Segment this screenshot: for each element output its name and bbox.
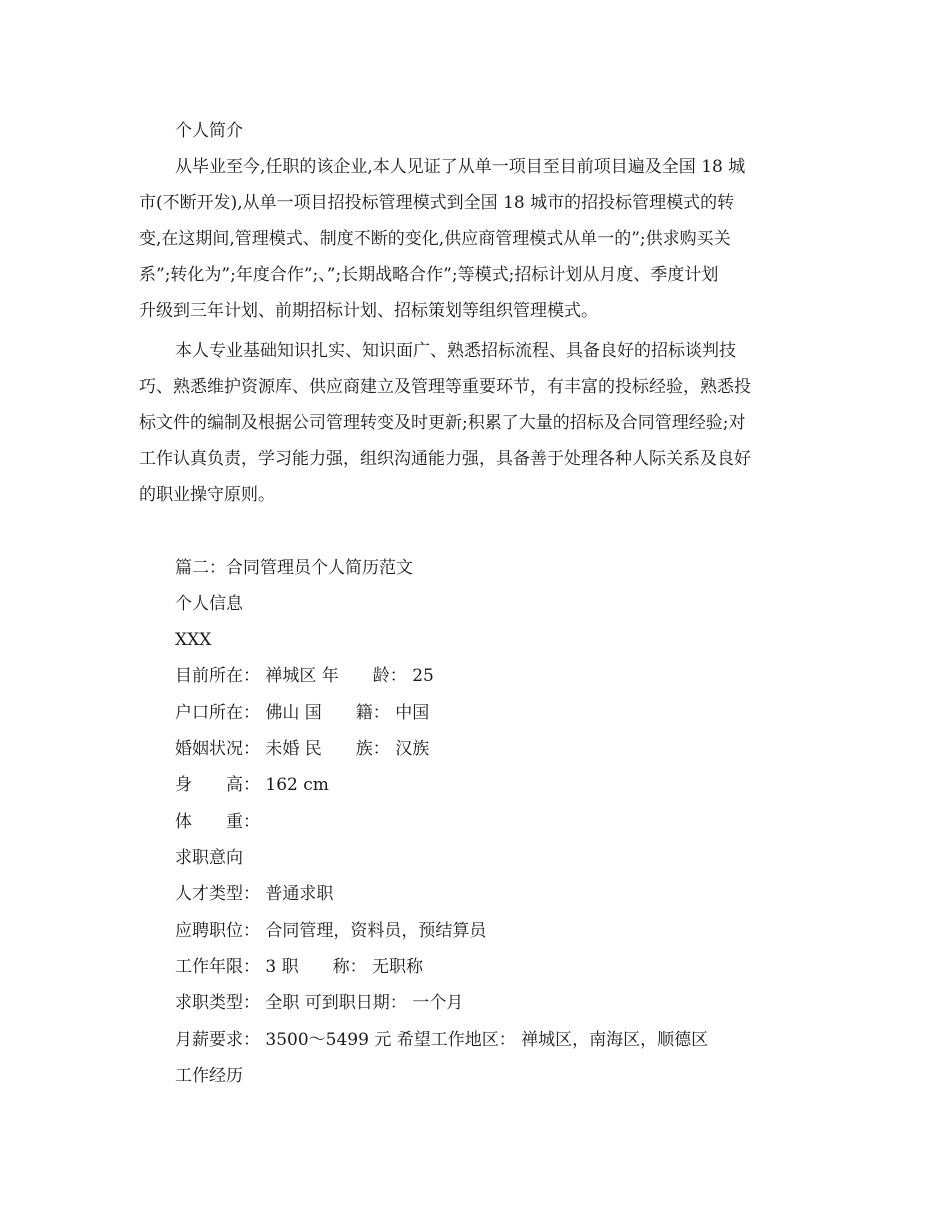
profile-paragraph-1-line-4: 系”;转化为”;年度合作”;、”;长期战略合作”;等模式;招标计划从月度、季度计划 xyxy=(139,265,719,285)
profile-paragraph-2-line-2: 巧、熟悉维护资源库、供应商建立及管理等重要环节，有丰富的投标经验，熟悉投 xyxy=(139,377,751,397)
intent-row-position: 应聘职位： 合同管理，资料员，预结算员 xyxy=(175,921,487,941)
info-row-location-age: 目前所在： 禅城区 年 龄： 25 xyxy=(175,666,434,686)
personal-info-heading: 个人信息 xyxy=(175,594,243,614)
info-row-height: 身 高： 162 cm xyxy=(175,775,329,795)
profile-paragraph-1-line-5: 升级到三年计划、前期招标计划、招标策划等组织管理模式。 xyxy=(139,301,598,321)
intent-row-talent-type: 人才类型： 普通求职 xyxy=(175,884,334,904)
section-title: 篇二：合同管理员个人简历范文 xyxy=(175,558,413,578)
profile-paragraph-1-line-1: 从毕业至今,任职的该企业,本人见证了从单一项目至目前项目遍及全国 18 城 xyxy=(175,157,746,177)
job-intent-heading: 求职意向 xyxy=(175,848,243,868)
profile-paragraph-2-line-1: 本人专业基础知识扎实、知识面广、熟悉招标流程、具备良好的招标谈判技 xyxy=(175,341,736,361)
info-row-weight: 体 重： xyxy=(175,812,260,832)
intent-row-years-title: 工作年限： 3 职 称： 无职称 xyxy=(175,957,424,977)
intent-row-job-type-start: 求职类型： 全职 可到职日期： 一个月 xyxy=(175,993,464,1013)
work-experience-heading: 工作经历 xyxy=(175,1066,243,1086)
info-row-hukou-nationality: 户口所在： 佛山 国 籍： 中国 xyxy=(175,703,430,723)
profile-paragraph-2-line-5: 的职业操守原则。 xyxy=(139,485,275,505)
candidate-name: XXX xyxy=(175,630,212,650)
profile-paragraph-1-line-3: 变,在这期间,管理模式、制度不断的变化,供应商管理模式从单一的”;供求购买关 xyxy=(139,229,731,249)
intent-row-salary-area: 月薪要求： 3500～5499 元 希望工作地区： 禅城区，南海区，顺德区 xyxy=(175,1030,709,1050)
profile-paragraph-1-line-2: 市(不断开发),从单一项目招投标管理模式到全国 18 城市的招投标管理模式的转 xyxy=(139,193,735,213)
info-row-marital-ethnicity: 婚姻状况： 未婚 民 族： 汉族 xyxy=(175,739,430,759)
profile-paragraph-2-line-3: 标文件的编制及根据公司管理转变及时更新;积累了大量的招标及合同管理经验;对 xyxy=(139,413,746,433)
profile-heading: 个人简介 xyxy=(175,121,243,141)
profile-paragraph-2-line-4: 工作认真负责，学习能力强，组织沟通能力强，具备善于处理各种人际关系及良好 xyxy=(139,449,751,469)
